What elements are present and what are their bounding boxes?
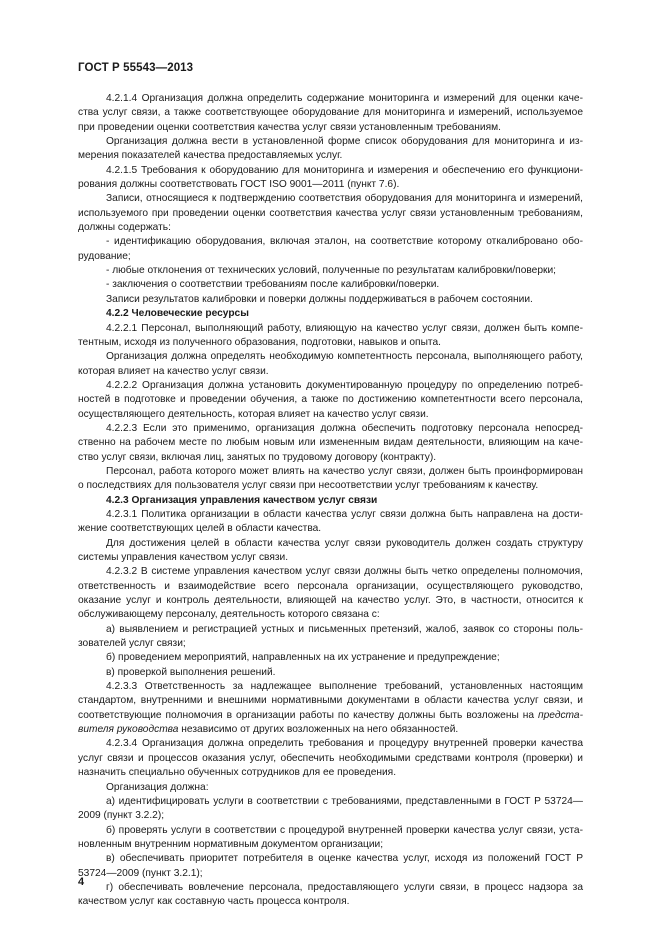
paragraph: 4.2.3.4 Организация должна определить требования и процедуру внутренней проверки качества услуг связи и процессов оказания услуг, обеспечить необходимыми средствами контроля (проверки) и назначить специально обученных сотрудников для ее проведения. xyxy=(78,738,583,779)
paragraph: 4.2.2.2 Организация должна установить документированную процедуру по определению потребностей в подготовке и проведении обучения, а также по достижению компетентности всего персонала, осуществляющего деятельность, которая влияет на качество услуг связи. xyxy=(78,379,583,420)
list-item: б) проведением мероприятий, направленных на их устранение и предупреждение; xyxy=(106,652,500,664)
document-header: ГОСТ Р 55543—2013 xyxy=(78,62,194,74)
section-heading: 4.2.2 Человеческие ресурсы xyxy=(106,308,249,320)
emphasis-text: представителя руководства xyxy=(78,709,583,736)
paragraph: Записи результатов калибровки и поверки должны поддерживаться в рабочем состоянии. xyxy=(106,293,533,305)
document-body xyxy=(78,92,583,910)
paragraph: Организация должна: xyxy=(106,781,209,793)
page-number: 4 xyxy=(78,876,85,888)
list-item: - любые отклонения от технических условий, полученные по результатам калибровки/поверки; xyxy=(106,265,556,277)
paragraph: Персонал, работа которого может влиять на качество услуг связи, должен быть проинформирован о последствиях для пользователя услуг связи при несоответствии услуг требованиям к качеству. xyxy=(78,465,583,492)
list-item: в) проверкой выполнения решений. xyxy=(106,666,276,678)
list-item: а) идентифицировать услуги в соответствии с требованиями, представленными в ГОСТ Р 53724—2009 (пункт 3.2.2); xyxy=(78,795,583,822)
list-item: - идентификацию оборудования, включая эталон, на соответствие которому откалибровано оборудование; xyxy=(78,236,583,262)
paragraph: 4.2.1.5 Требования к оборудованию для мониторинга и измерения и обеспечению его функционирования должны соответствовать ГОСТ ISO 9001—2011 (пункт 7.6). xyxy=(78,164,583,191)
section-heading: 4.2.3 Организация управления качеством услуг связи xyxy=(106,494,378,506)
paragraph: 4.2.3.2 В системе управления качеством услуг связи должны быть четко определены полномочия, ответственность и взаимодействие всего персонала организации, осуществляющего руководство, оказание услуг и контроль деятельности, влияющей на качество услуг. Это, в частности, относится к обслуживающему персоналу, деятельность которого связана с: xyxy=(78,566,583,621)
list-item: в) обеспечивать приоритет потребителя в оценке качества услуг, исходя из положений ГОСТ Р 53724—2009 (пункт 3.2.1); xyxy=(78,853,583,879)
paragraph: 4.2.1.4 Организация должна определить содержание мониторинга и измерений для оценки качества услуг связи, а также соответствующее оборудование для мониторинга и измерений, используемое при проведении оценки соответствия качества услуг связи установленным требованиям. xyxy=(78,93,583,133)
list-item: б) проверять услуги в соответствии с процедурой внутренней проверки качества услуг связи, установленным внутренним нормативным документом организации; xyxy=(78,824,583,850)
list-item: - заключения о соответствии требованиям после калибровки/поверки. xyxy=(106,279,440,291)
paragraph: 4.2.2.3 Если это применимо, организация должна обеспечить подготовку персонала непосредственно на рабочем месте по любым новым или измененным видам деятельности, влияющим на качество услуг связи, включая лиц, занятых по трудовому договору (контракту). xyxy=(78,422,583,463)
paragraph-text: 4.2.3.3 Ответственность за надлежащее выполнение требований, установленных настоящим стандартом, внутренними и внешними нормативными документами в области качества услуг связи, и соответствующие полномочия в организации работы по качеству должны быть возложены на xyxy=(78,681,583,721)
paragraph: 4.2.3.1 Политика организации в области качества услуг связи должна быть направлена на достижение соответствующих целей в области качества. xyxy=(78,508,583,535)
paragraph: Организация должна определять необходимую компетентность персонала, выполняющего работу, которая влияет на качество услуг связи. xyxy=(78,351,583,377)
paragraph: 4.2.2.1 Персонал, выполняющий работу, влияющую на качество услуг связи, должен быть компетентным, исходя из полученного образования, подготовки, навыков и опыта. xyxy=(78,322,583,348)
paragraph: Организация должна вести в установленной форме список оборудования для мониторинга и измерения показателей качества предоставляемых услуг. xyxy=(78,136,583,162)
paragraph: Записи, относящиеся к подтверждению соответствия оборудования для мониторинга и измерений, используемого при проведении оценки соответствия качества услуг связи установленным требованиям, должны содержать: xyxy=(78,193,583,234)
list-item: г) обеспечивать вовлечение персонала, предоставляющего услуги связи, в процесс надзора за качеством услуг как составную часть процесса контроля. xyxy=(78,881,583,908)
paragraph: Для достижения целей в области качества услуг связи руководитель должен создать структуру системы управления качеством услуг связи. xyxy=(78,537,583,563)
paragraph xyxy=(78,680,583,737)
list-item: а) выявлением и регистрацией устных и письменных претензий, жалоб, заявок со стороны пользователей услуг связи; xyxy=(78,623,583,650)
paragraph-text: независимо от других возложенных на него обязанностей. xyxy=(178,724,459,736)
